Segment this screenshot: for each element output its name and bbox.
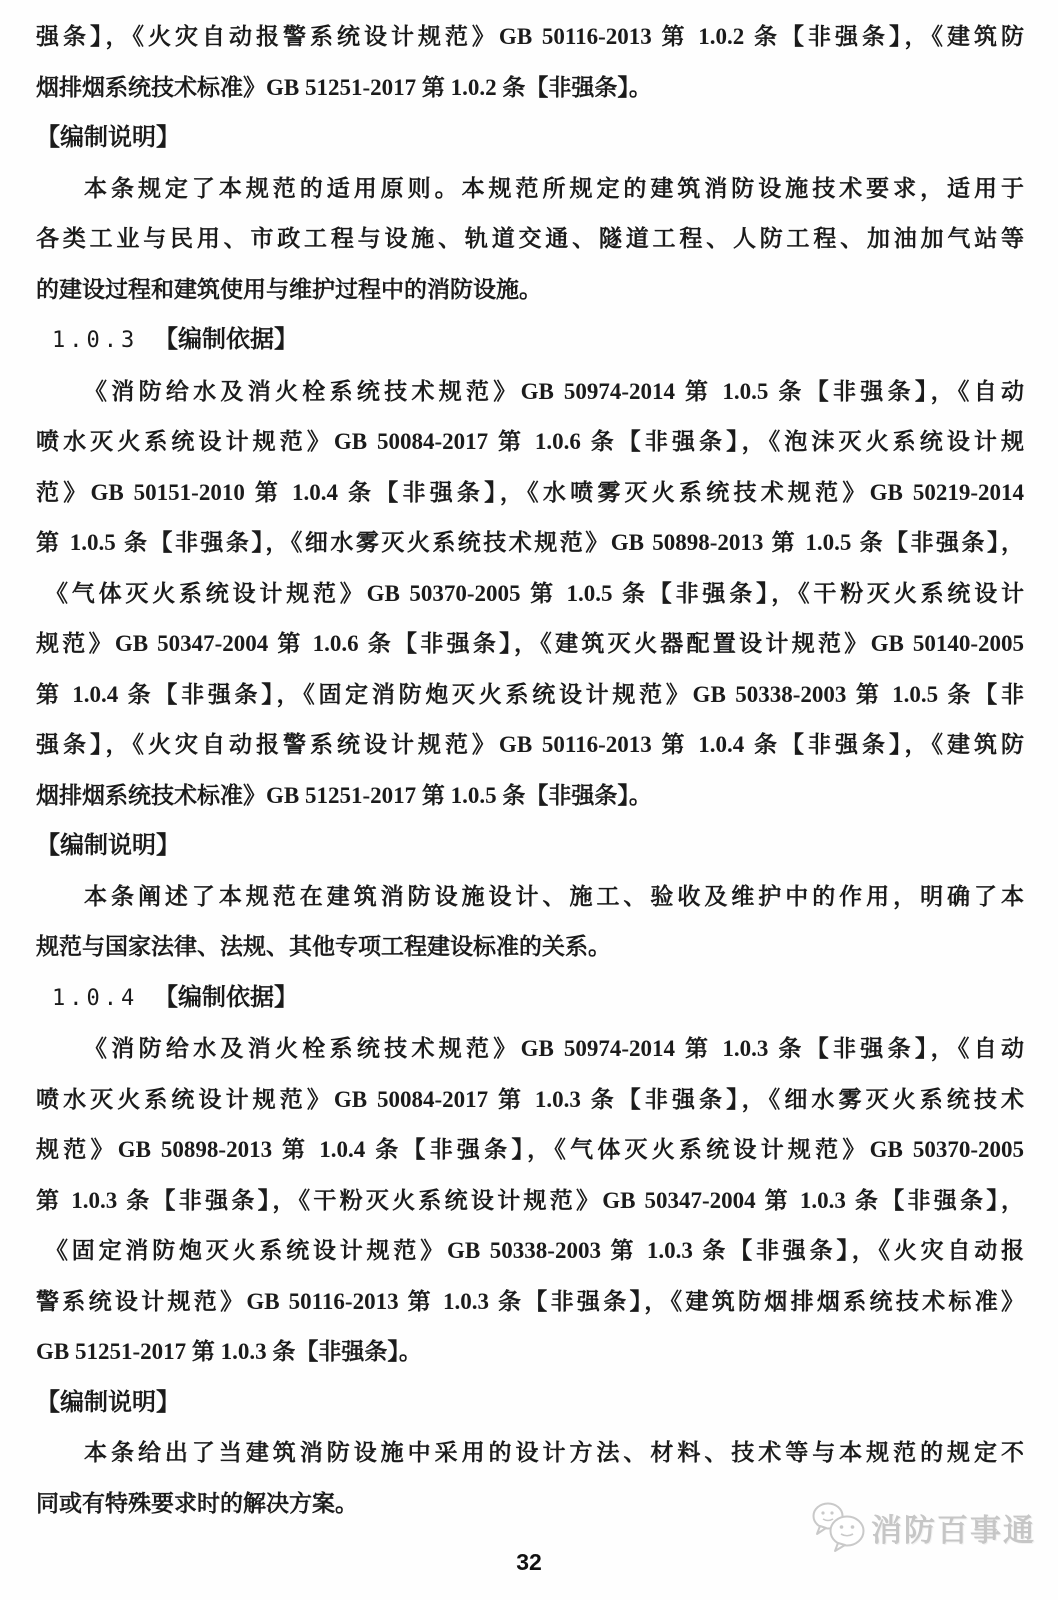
text-line: 第 1.0.3 条【非强条】，《干粉灭火系统设计规范》GB 50347-2004 第 1.0.3 条【非强条】， xyxy=(36,1187,1024,1213)
section-heading: 【编制说明】 xyxy=(36,833,180,859)
text-line: 第 1.0.5 条【非强条】，《细水雾灭火系统技术规范》GB 50898-2013 第 1.0.5 条【非强条】， xyxy=(36,530,1024,555)
text-line: 《消防给水及消火栓系统技术规范》GB 50974-2014 第 1.0.5 条【非强条】，《自动 xyxy=(84,378,1024,404)
text-line: 喷水灭火系统设计规范》GB 50084-2017 第 1.0.6 条【非强条】，《泡沫灭火系统设计规 xyxy=(36,429,1024,454)
wechat-chat-bubbles-icon xyxy=(811,1498,867,1556)
section-heading: 【编制说明】 xyxy=(36,125,180,151)
clause-heading xyxy=(36,315,1024,367)
text-line: 强条】，《火灾自动报警系统设计规范》GB 50116-2013 第 1.0.2 条【非强条】，《建筑防 xyxy=(36,24,1024,49)
text-line: 《气体灭火系统设计规范》GB 50370-2005 第 1.0.5 条【非强条】，《干粉灭火系统设计 xyxy=(45,580,1024,606)
text-line: 的建设过程和建筑使用与维护过程中的消防设施。 xyxy=(36,276,542,302)
clause-number: 1.0.4 xyxy=(52,985,139,1011)
text-line: 本条规定了本规范的适用原则。本规范所规定的建筑消防设施技术要求，适用于 xyxy=(84,175,1024,201)
text-line: 规范与国家法律、法规、其他专项工程建设标准的关系。 xyxy=(36,934,611,959)
text-line: 第 1.0.4 条【非强条】，《固定消防炮灭火系统设计规范》GB 50338-2003 第 1.0.5 条【非 xyxy=(36,681,1024,707)
text-line: GB 51251-2017 第 1.0.3 条【非强条】。 xyxy=(36,1339,422,1364)
document-body xyxy=(36,0,1024,1529)
clause-label: 【编制依据】 xyxy=(153,984,298,1011)
text-line: 警系统设计规范》GB 50116-2013 第 1.0.3 条【非强条】，《建筑防烟排烟系统技术标准》 xyxy=(36,1288,1024,1314)
text-line: 烟排烟系统技术标准》GB 51251-2017 第 1.0.5 条【非强条】。 xyxy=(36,782,652,808)
clause-number: 1.0.3 xyxy=(52,328,139,353)
text-line: 规范》GB 50898-2013 第 1.0.4 条【非强条】，《气体灭火系统设计规范》GB 50370-2005 xyxy=(36,1137,1024,1162)
section-heading: 【编制说明】 xyxy=(36,1389,180,1416)
text-line: 本条给出了当建筑消防设施中采用的设计方法、材料、技术等与本规范的规定不 xyxy=(84,1440,1024,1465)
clause-label: 【编制依据】 xyxy=(153,327,298,353)
text-line: 《消防给水及消火栓系统技术规范》GB 50974-2014 第 1.0.3 条【非强条】，《自动 xyxy=(84,1036,1024,1061)
text-line: 各类工业与民用、市政工程与设施、轨道交通、隧道工程、人防工程、加油加气站等 xyxy=(36,226,1024,251)
text-line: 本条阐述了本规范在建筑消防设施设计、施工、验收及维护中的作用，明确了本 xyxy=(84,883,1024,909)
text-line: 烟排烟系统技术标准》GB 51251-2017 第 1.0.2 条【非强条】。 xyxy=(36,74,652,100)
watermark-text: 消防百事通 xyxy=(871,1512,1036,1548)
text-line: 强条】，《火灾自动报警系统设计规范》GB 50116-2013 第 1.0.4 条【非强条】，《建筑防 xyxy=(36,732,1024,757)
text-line: 《固定消防炮灭火系统设计规范》GB 50338-2003 第 1.0.3 条【非强条】，《火灾自动报 xyxy=(45,1238,1024,1263)
clause-heading xyxy=(36,973,1024,1025)
page-number: 32 xyxy=(516,1549,542,1575)
text-line: 规范》GB 50347-2004 第 1.0.6 条【非强条】，《建筑灭火器配置设计规范》GB 50140-2005 xyxy=(36,631,1024,656)
text-line: 喷水灭火系统设计规范》GB 50084-2017 第 1.0.3 条【非强条】，《细水雾灭火系统技术 xyxy=(36,1086,1024,1112)
text-line: 同或有特殊要求时的解决方案。 xyxy=(36,1490,358,1516)
text-line: 范》GB 50151-2010 第 1.0.4 条【非强条】，《水喷雾灭火系统技术规范》GB 50219-2014 xyxy=(36,479,1024,505)
